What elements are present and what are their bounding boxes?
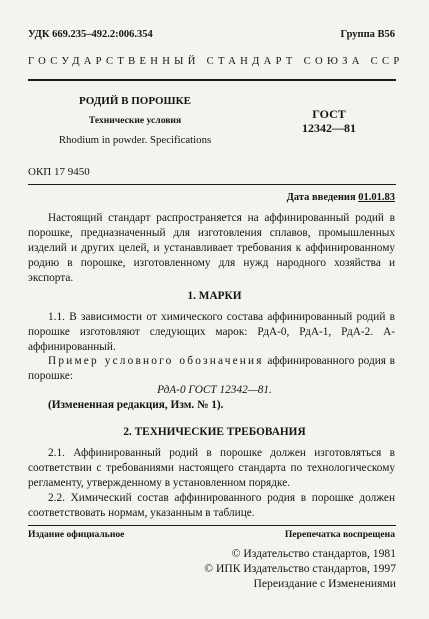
gost-number: 12342—81 [302,121,356,135]
standard-subtitle: Технические условия [88,115,182,126]
footer-rule [28,525,396,526]
copyright-block [180,546,396,591]
reprint-prohibited: Перепечатка воспрещена [284,529,395,540]
example-rest-text: аффинированного родия в порошке: [28,355,396,382]
section-2-paragraph-2: 2.2. Химический состав аффинированного родия в порошке должен соответствовать нормам, указанным в таблице. [28,492,395,519]
copyright-1997: © ИПК Издательство стандартов, 1997 [204,562,396,575]
standard-title: РОДИЙ В ПОРОШКЕ [79,95,191,107]
intro-date-label: Дата введения [286,192,356,203]
gost-label: ГОСТ [312,107,346,121]
copyright-1981: © Издательство стандартов, 1981 [231,547,396,560]
section-1-paragraph-1: 1.1. В зависимости от химического состава аффинированный родий в порошке изготовляют следующих марок: РдА-0, РдА-1, РдА-2. А-аффинированный. [28,311,395,353]
english-title: Rhodium in powder. Specifications [58,134,212,146]
section-1-heading: 1. МАРКИ [187,290,242,302]
amendment-note: (Измененная редакция, Изм. № 1). [48,399,224,411]
designation-example: РдА-0 ГОСТ 12342—81. [157,384,272,396]
agency-title: ГОСУДАРСТВЕННЫЙ СТАНДАРТ СОЮЗА ССР [28,56,404,67]
section-2-paragraph-1: 2.1. Аффинированный родий в порошке должен изготовляться в соответствии с требованиями настоящего стандарта по технологическому регламенту, утвержденному в установленном порядке. [28,447,395,489]
reissue-note: Переиздание с Изменениями [253,577,396,590]
section-2-heading: 2. ТЕХНИЧЕСКИЕ ТРЕБОВАНИЯ [123,426,306,438]
official-edition: Издание официальное [28,529,125,540]
intro-paragraph: Настоящий стандарт распространяется на аффинированный родий в порошке, предназначенный для изготовления сплавов, промышленных изделий и других целей, и устанавливает требования к аффинированному родию в порошке, изготовленному для нужд народного хозяйства и экспорта. [28,212,395,284]
intro-date-value: 01.01.83 [358,192,395,203]
udk-code: УДК 669.235–492.2:006.354 [28,29,153,40]
example-spaced-text: Пример условного обозначения [48,355,264,367]
intro-date [287,192,395,203]
group-code: Группа В56 [340,29,395,40]
okp-code: ОКП 17 9450 [28,166,90,178]
designation-example-intro [28,354,395,384]
header-rule [28,79,396,81]
title-rule [28,184,396,185]
